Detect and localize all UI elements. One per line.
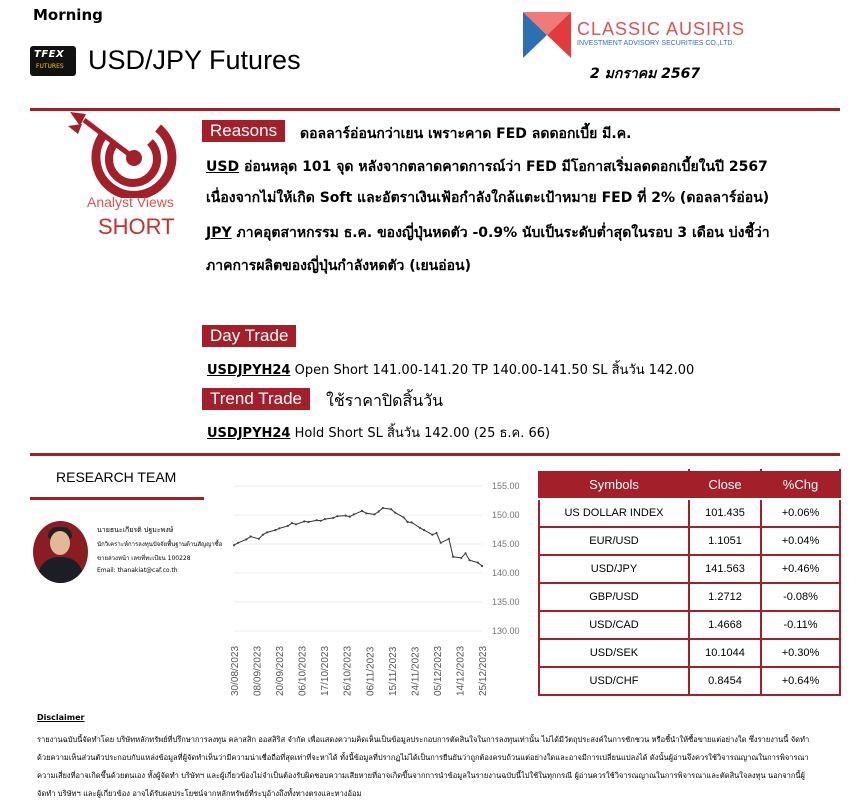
- price-point: [394, 512, 396, 514]
- analyst-views-label: Analyst Views: [87, 194, 174, 210]
- table-row: [539, 499, 840, 527]
- top-divider: [30, 108, 840, 111]
- price-point: [361, 510, 363, 512]
- trend-trade-symbol: USDJPYH24: [207, 426, 291, 441]
- price-point: [258, 538, 260, 540]
- target-arrow-icon: [64, 112, 192, 198]
- price-point: [373, 513, 375, 515]
- price-point: [278, 527, 280, 529]
- table-row: [539, 583, 840, 611]
- price-point: [233, 544, 235, 546]
- x-tick-label: 06/10/2023: [297, 645, 309, 696]
- research-team-underline: [30, 497, 204, 500]
- brand-name: CLASSIC AUSIRIS: [577, 19, 746, 39]
- row-close: 10.1044: [689, 639, 761, 667]
- disclaimer-title: Disclaimer: [37, 713, 85, 722]
- price-point: [291, 522, 293, 524]
- jpy-line-1: [206, 222, 770, 244]
- analyst-license: ขายล่วงหน้า เลขที่ทะเบียน 100228: [97, 555, 191, 562]
- x-tick-label: 20/09/2023: [275, 645, 287, 696]
- price-point: [460, 557, 462, 559]
- page-title: USD/JPY Futures: [88, 45, 301, 75]
- x-tick-label: 06/11/2023: [365, 646, 377, 696]
- x-tick-label: 25/12/2023: [478, 645, 489, 696]
- price-point: [423, 529, 425, 531]
- usd-keyword: USD: [206, 159, 240, 175]
- price-point: [262, 534, 264, 536]
- row-symbol: USD/SEK: [539, 639, 689, 667]
- row-close: 101.435: [689, 499, 761, 527]
- price-point: [477, 562, 479, 564]
- trend-trade-note: ใช้ราคาปิดสิ้นวัน: [326, 391, 444, 410]
- row-close: 0.8454: [689, 667, 761, 695]
- day-trade-detail: Open Short 141.00-141.20 TP 140.00-141.50 SL สิ้นวัน 142.00: [294, 363, 695, 378]
- row-chg: +0.64%: [761, 667, 840, 695]
- price-point: [440, 542, 442, 544]
- price-point: [332, 517, 334, 519]
- x-tick-label: 24/11/2023: [410, 646, 422, 696]
- price-point: [353, 513, 355, 515]
- tfex-logo-text: TFEX: [34, 49, 65, 60]
- price-point: [245, 538, 247, 540]
- price-series-line: [234, 508, 482, 566]
- row-symbol: US DOLLAR INDEX: [539, 499, 689, 527]
- y-tick-label: 130.00: [492, 626, 520, 636]
- table-row: [539, 527, 840, 555]
- row-chg: -0.08%: [761, 583, 840, 611]
- analyst-email: Email: thanakiat@caf.co.th: [97, 567, 178, 574]
- table-row: [539, 611, 840, 639]
- view-direction: SHORT: [98, 214, 175, 239]
- table-row: [539, 667, 840, 695]
- avatar-face: [50, 531, 70, 555]
- price-point: [448, 538, 450, 540]
- usd-line-1: [206, 156, 768, 178]
- x-tick-label: 08/09/2023: [252, 645, 264, 696]
- price-point: [452, 556, 454, 558]
- price-point: [345, 515, 347, 517]
- price-point: [320, 520, 322, 522]
- day-trade-line: [207, 359, 694, 380]
- mid-divider: [30, 453, 840, 456]
- price-point: [435, 532, 437, 534]
- reasons-tag: Reasons: [202, 120, 285, 142]
- row-chg: +0.06%: [761, 499, 840, 527]
- price-point: [324, 518, 326, 520]
- jpy-line-2: ภาคการผลิตของญี่ปุ่นกำลังหดตัว (เยนอ่อน): [206, 258, 472, 274]
- x-tick-label: 26/10/2023: [342, 645, 354, 696]
- analyst-role: นักวิเคราะห์การลงทุนปัจจัยพื้นฐานด้านสัญญาซื้อ: [97, 541, 223, 548]
- price-point: [419, 527, 421, 529]
- quotes-header-symbol: Symbols: [539, 470, 689, 499]
- analyst-name: นายธนะเกียรติ ปฐมะพงษ์: [97, 526, 174, 534]
- avatar: [33, 521, 88, 583]
- x-tick-label: 17/10/2023: [320, 645, 332, 696]
- tfex-logo: [30, 46, 76, 76]
- price-point: [469, 559, 471, 561]
- research-team-title: RESEARCH TEAM: [56, 469, 177, 485]
- quotes-header-row: [539, 470, 840, 499]
- price-point: [266, 531, 268, 533]
- row-close: 1.2712: [689, 583, 761, 611]
- row-chg: +0.04%: [761, 527, 840, 555]
- price-point: [365, 512, 367, 514]
- price-point: [411, 521, 413, 523]
- row-chg: -0.11%: [761, 611, 840, 639]
- brand-subtitle: INVESTMENT ADVISORY SECURITIES CO.,LTD.: [577, 40, 735, 47]
- quotes-header-close: Close: [689, 470, 761, 499]
- price-point: [431, 534, 433, 536]
- jpy-text-1: ภาคอุตสาหกรรม ธ.ค. ของญี่ปุ่นหดตัว -0.9% นับเป็นระดับต่ำสุดในรอบ 3 เดือน บ่งชี้ว่า: [236, 225, 770, 241]
- row-symbol: USD/CAD: [539, 611, 689, 639]
- price-point: [237, 542, 239, 544]
- report-date: 2 มกราคม 2567: [590, 66, 701, 82]
- brand-logo-icon: [523, 12, 571, 58]
- tfex-logo-subtext: FUTURES: [36, 63, 64, 70]
- price-point: [336, 515, 338, 517]
- price-chart: [224, 474, 524, 706]
- trend-trade-line: [207, 422, 550, 443]
- row-close: 1.1051: [689, 527, 761, 555]
- day-trade-symbol: USDJPYH24: [207, 363, 291, 378]
- usd-line-2: เนื่องจากไม่ให้เกิด Soft และอัตราเงินเฟ้อกำลังใกล้แตะเป้าหมาย FED ที่ 2% (ดอลลาร์อ่อน): [206, 190, 770, 206]
- y-tick-label: 140.00: [492, 568, 520, 578]
- price-point: [407, 521, 409, 523]
- y-tick-label: 150.00: [492, 510, 520, 520]
- jpy-keyword: JPY: [206, 225, 232, 241]
- row-symbol: GBP/USD: [539, 583, 689, 611]
- price-point: [481, 565, 483, 567]
- quotes-header-chg: %Chg: [761, 470, 840, 499]
- y-tick-label: 145.00: [492, 539, 520, 549]
- row-symbol: EUR/USD: [539, 527, 689, 555]
- price-point: [378, 510, 380, 512]
- row-symbol: USD/CHF: [539, 667, 689, 695]
- avatar-suit: [38, 557, 83, 583]
- table-row: [539, 555, 840, 583]
- table-row: [539, 639, 840, 667]
- trend-trade-detail: Hold Short SL สิ้นวัน 142.00 (25 ธ.ค. 66): [294, 426, 551, 441]
- usd-text-1: อ่อนหลุด 101 จุด หลังจากตลาดคาดการณ์ว่า FED มีโอกาสเริ่มลดดอกเบี้ยในปี 2567: [243, 159, 768, 175]
- row-chg: +0.46%: [761, 555, 840, 583]
- row-close: 141.563: [689, 555, 761, 583]
- x-tick-label: 14/12/2023: [455, 645, 467, 696]
- price-point: [249, 535, 251, 537]
- price-point: [464, 552, 466, 554]
- price-point: [287, 525, 289, 527]
- reasons-headline: ดอลลาร์อ่อนกว่าเยน เพราะคาด FED ลดดอกเบี้ย มี.ค.: [300, 126, 632, 142]
- disclaimer-text: รายงานฉบับนี้จัดทำโดย บริษัทหลักทรัพย์ที่ปรึกษาการลงทุน คลาสสิก ออสสิริส จำกัด เพื่อแสดงความคิดเห็นเป็นข้อมูลประกอบการตัดสินใจในการลงทุนเท่านั้น ไม่ได้มีวัตถุประสงค์ในการชักชวน หรือชี้นำให้ซื้อขายแต่อย่างใด ซึ่งรายงานนี้ จัดทำด้วยความเห็นส่วนตัวประกอบกับแหล่งข้อมูลที่ผู้จัดทำเห็นว่ามีความน่าเชื่อถือที่สุดเท่าที่จะหาได้ ทั้งนี้ข้อมูลที่ปรากฏไม่ได้เป็นการยืนยันว่าถูกต้องครบถ้วนแต่อย่างใดและอาจมีการเปลี่ยนแปลงได้ ดังนั้นผู้อ่านจึงควรใช้วิจารณญาณในการพิจารณาความเสี่ยงที่อาจเกิดขึ้นด้วยตนเอง ทั้งผู้จัดทำ บริษัทฯ และผู้เกี่ยวข้องไม่จำเป็นต้องรับผิดชอบความเสียหายที่อาจเกิดขึ้นจากการนำข้อมูลในรายงานฉบับนี้ไปใช้ในทุกกรณี ผู้อ่านควรใช้วิจารณญาณในการพิจารณาและตัดสินใจลงทุน นอกจากนี้ผู้จัดทำ บริษัทฯ และผู้เกี่ยวข้อง อาจได้รับผลประโยชน์จากหลักทรัพย์ที่ระบุอ้างถึงทั้งทางตรงและทางอ้อม: [37, 735, 810, 798]
- row-chg: +0.30%: [761, 639, 840, 667]
- price-point: [402, 516, 404, 518]
- trend-trade-tag: Trend Trade: [202, 388, 310, 410]
- x-tick-label: 15/11/2023: [387, 646, 399, 696]
- row-symbol: USD/JPY: [539, 555, 689, 583]
- price-point: [274, 529, 276, 531]
- x-tick-label: 05/12/2023: [432, 645, 444, 696]
- y-tick-label: 155.00: [492, 481, 520, 491]
- day-trade-tag: Day Trade: [202, 325, 296, 347]
- price-point: [303, 520, 305, 522]
- price-point: [349, 516, 351, 518]
- price-point: [295, 523, 297, 525]
- quotes-table: [538, 469, 841, 696]
- price-point: [390, 508, 392, 510]
- y-tick-label: 135.00: [492, 597, 520, 607]
- price-point: [307, 521, 309, 523]
- session-label: Morning: [33, 6, 103, 24]
- price-point: [316, 519, 318, 521]
- row-close: 1.4668: [689, 611, 761, 639]
- price-point: [382, 507, 384, 509]
- x-tick-label: 30/08/2023: [230, 645, 241, 696]
